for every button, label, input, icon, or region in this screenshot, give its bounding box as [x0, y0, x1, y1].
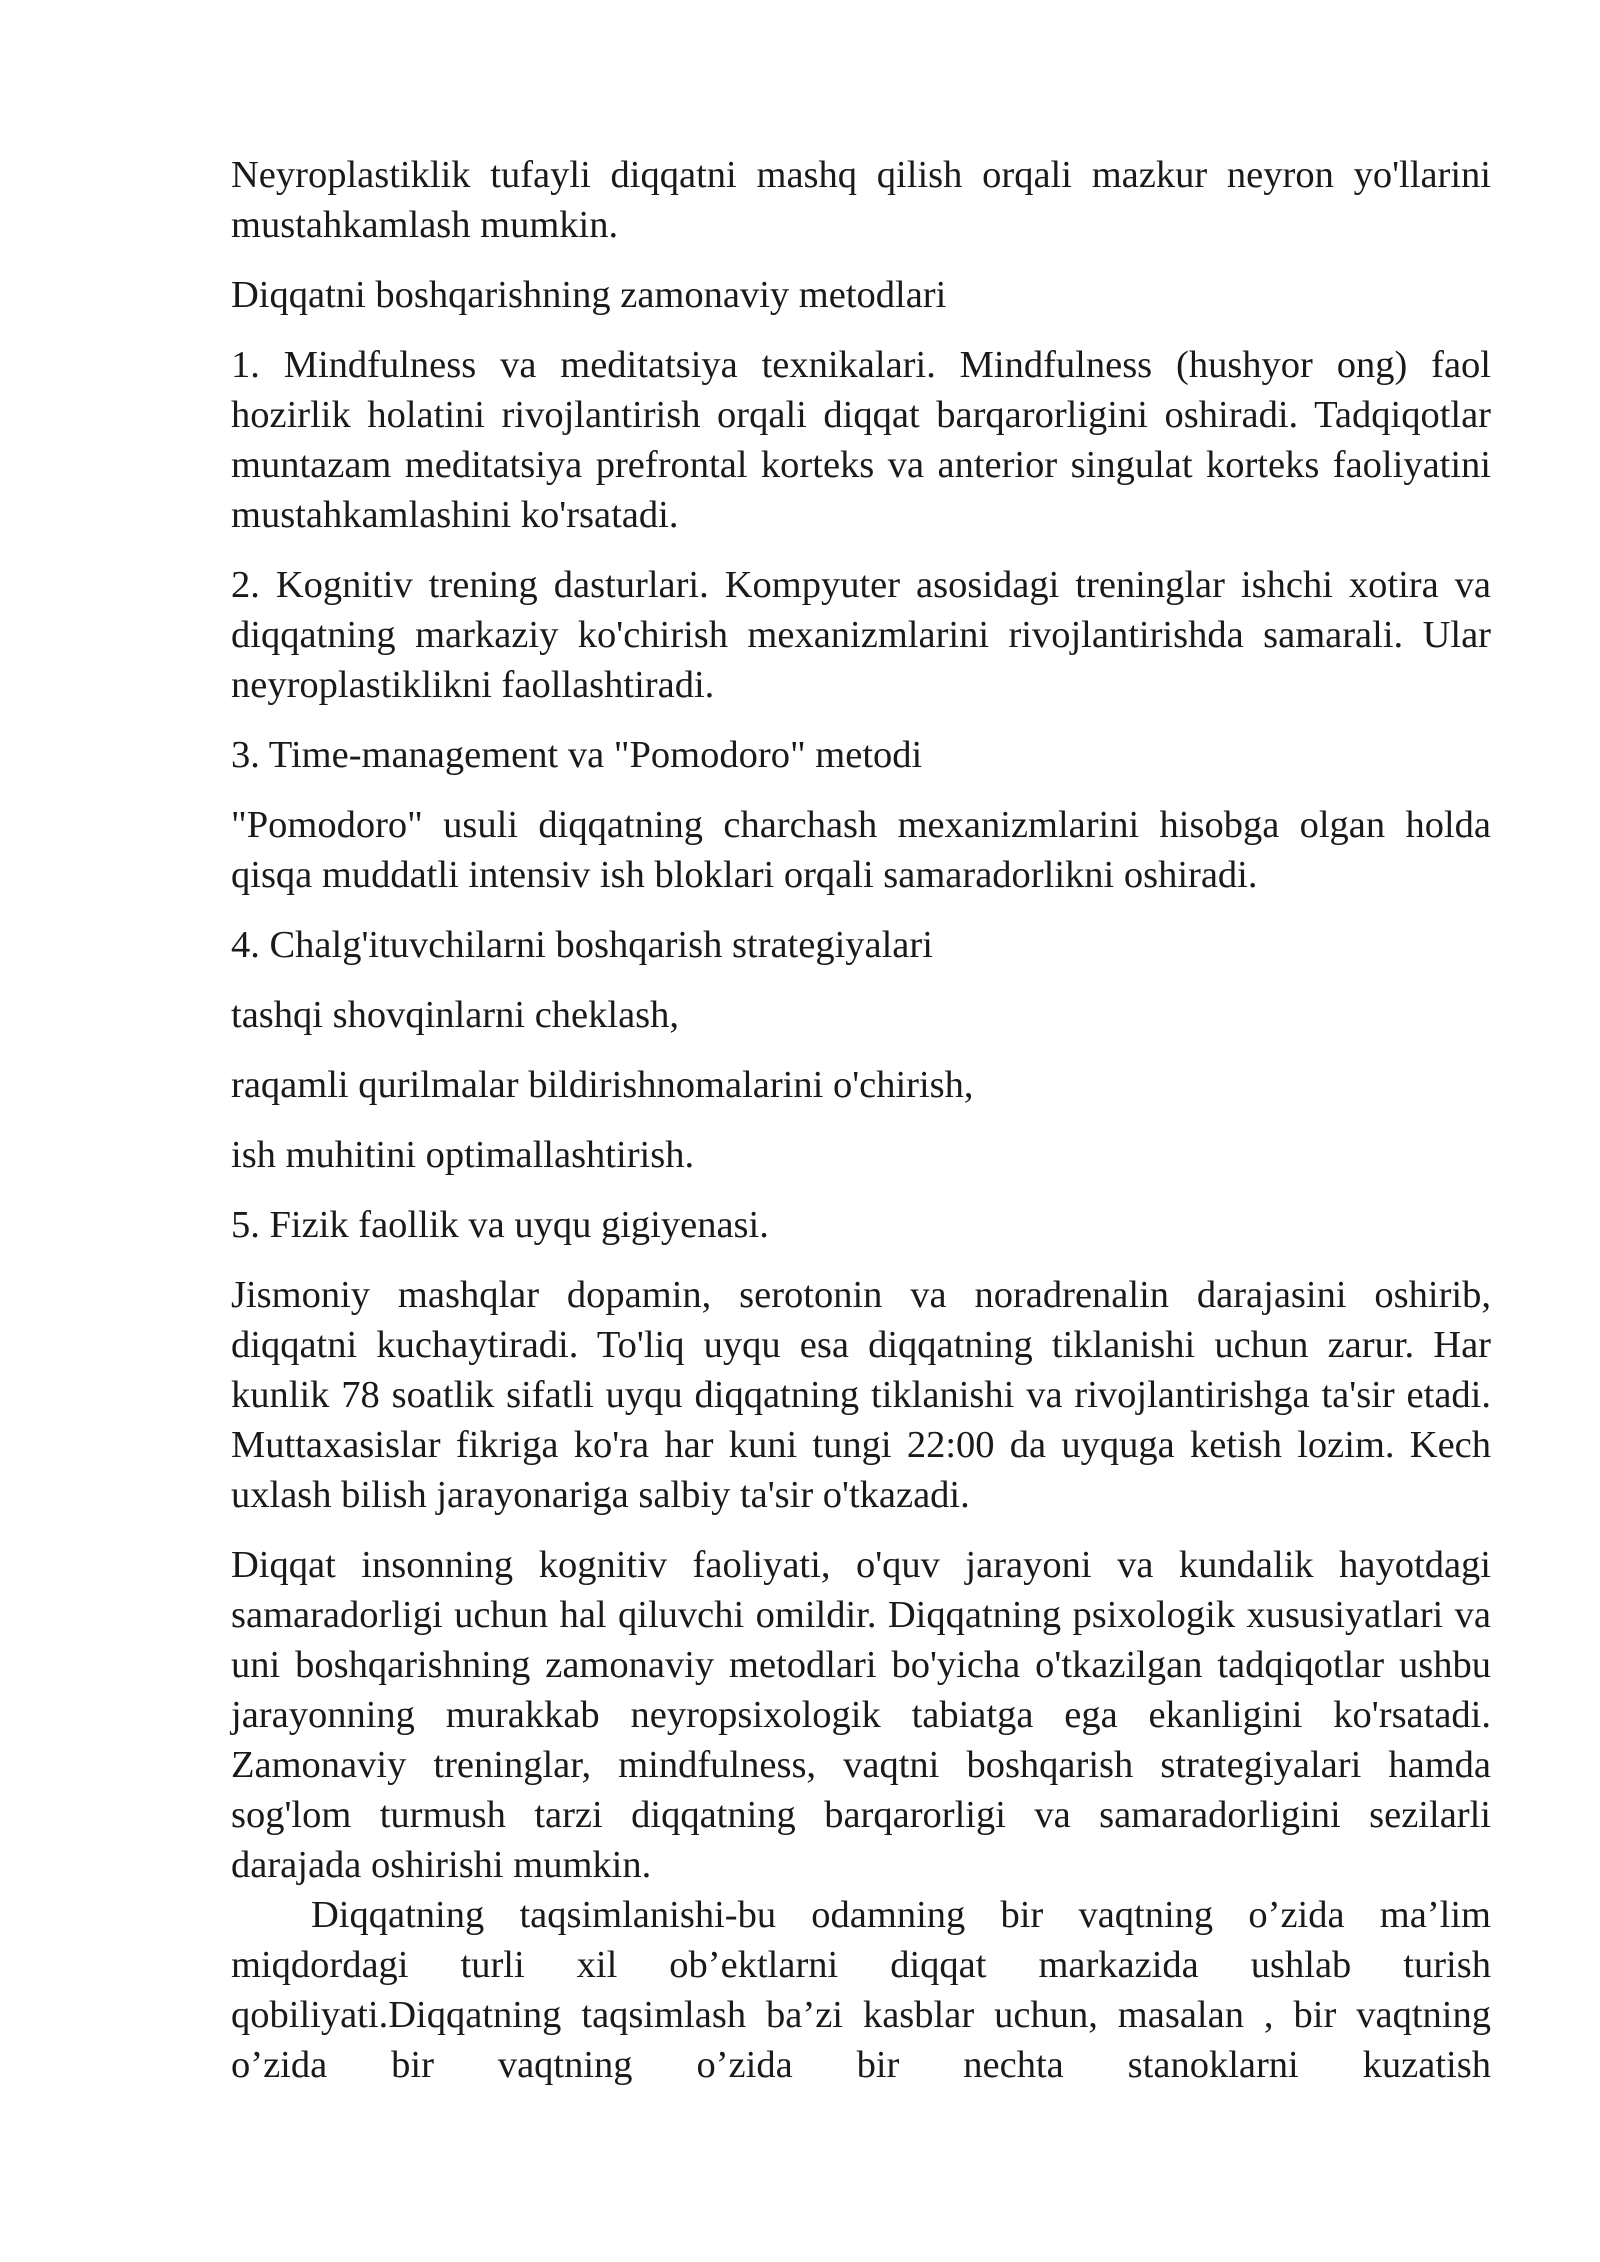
paragraph-mindfulness: 1. Mindfulness va meditatsiya texnikalari. Mindfulness (hushyor ong) faol hozirlik holatini rivojlantirish orqali diqqat barqarorligini oshiradi. Tadqiqotlar muntazam meditatsiya prefrontal korteks va anterior singulat korteks faoliyatini mustahkamlashini ko'rsatadi.: [231, 344, 1491, 536]
paragraph-conclusion: Diqqat insonning kognitiv faoliyati, o'quv jarayoni va kundalik hayotdagi samaradorligi uchun hal qiluvchi omildir. Diqqatning psixologik xususiyatlari va uni boshqarishning zamonaviy metodlari bo'yicha o'tkazilgan tadqiqotlar ushbu jarayonning murakkab neyropsixologik tabiatga ega ekanligini ko'rsatadi. Zamonaviy treninglar, mindfulness, vaqtni boshqarish strategiyalari hamda sog'lom turmush tarzi diqqatning barqarorligi va samaradorligini sezilarli darajada oshirishi mumkin.: [231, 1544, 1491, 1886]
paragraph-pomodoro: "Pomodoro" usuli diqqatning charchash mexanizmlarini hisobga olgan holda qisqa muddatli intensiv ish bloklari orqali samaradorlikni oshiradi.: [231, 804, 1491, 896]
paragraph-exercise-sleep: Jismoniy mashqlar dopamin, serotonin va noradrenalin darajasini oshirib, diqqatni kuchaytiradi. To'liq uyqu esa diqqatning tiklanishi uchun zarur. Har kunlik 78 soatlik sifatli uyqu diqqatning tiklanishi va rivojlantirishga ta'sir etadi. Muttaxasislar fikriga ko'ra har kuni tungi 22:00 da uyquga ketish lozim. Kech uxlash bilish jarayonariga salbiy ta'sir o'tkazadi.: [231, 1274, 1491, 1516]
heading-physical-activity: 5. Fizik faollik va uyqu gigiyenasi.: [231, 1204, 769, 1246]
list-item-noise: tashqi shovqinlarni cheklash,: [231, 994, 680, 1036]
list-item-workspace: ish muhitini optimallashtirish.: [231, 1134, 695, 1176]
section-heading-modern-methods: Diqqatni boshqarishning zamonaviy metodlari: [231, 274, 947, 316]
heading-pomodoro: 3. Time-management va "Pomodoro" metodi: [231, 734, 923, 776]
heading-distractions: 4. Chalg'ituvchilarni boshqarish strategiyalari: [231, 924, 933, 966]
paragraph-cognitive-training: 2. Kognitiv trening dasturlari. Kompyuter asosidagi treninglar ishchi xotira va diqqatning markaziy ko'chirish mexanizmlarini rivojlantirishda samarali. Ular neyroplastiklikni faollashtiradi.: [231, 564, 1491, 706]
paragraph-neuroplasticity: Neyroplastiklik tufayli diqqatni mashq qilish orqali mazkur neyron yo'llarini mustahkamlash mumkin.: [231, 154, 1491, 246]
paragraph-attention-distribution: Diqqatning taqsimlanishi-bu odamning bir vaqtning o’zida ma’lim miqdordagi turli xil ob’ektlarni diqqat markazida ushlab turish qobiliyati.Diqqatning taqsimlash ba’zi kasblar uchun, masalan , bir vaqtning o’zida bir vaqtning o’zida bir nechta stanoklarni kuzatish: [231, 1894, 1491, 2086]
document-page: [231, 150, 1491, 2090]
list-item-notifications: raqamli qurilmalar bildirishnomalarini o'chirish,: [231, 1064, 974, 1106]
